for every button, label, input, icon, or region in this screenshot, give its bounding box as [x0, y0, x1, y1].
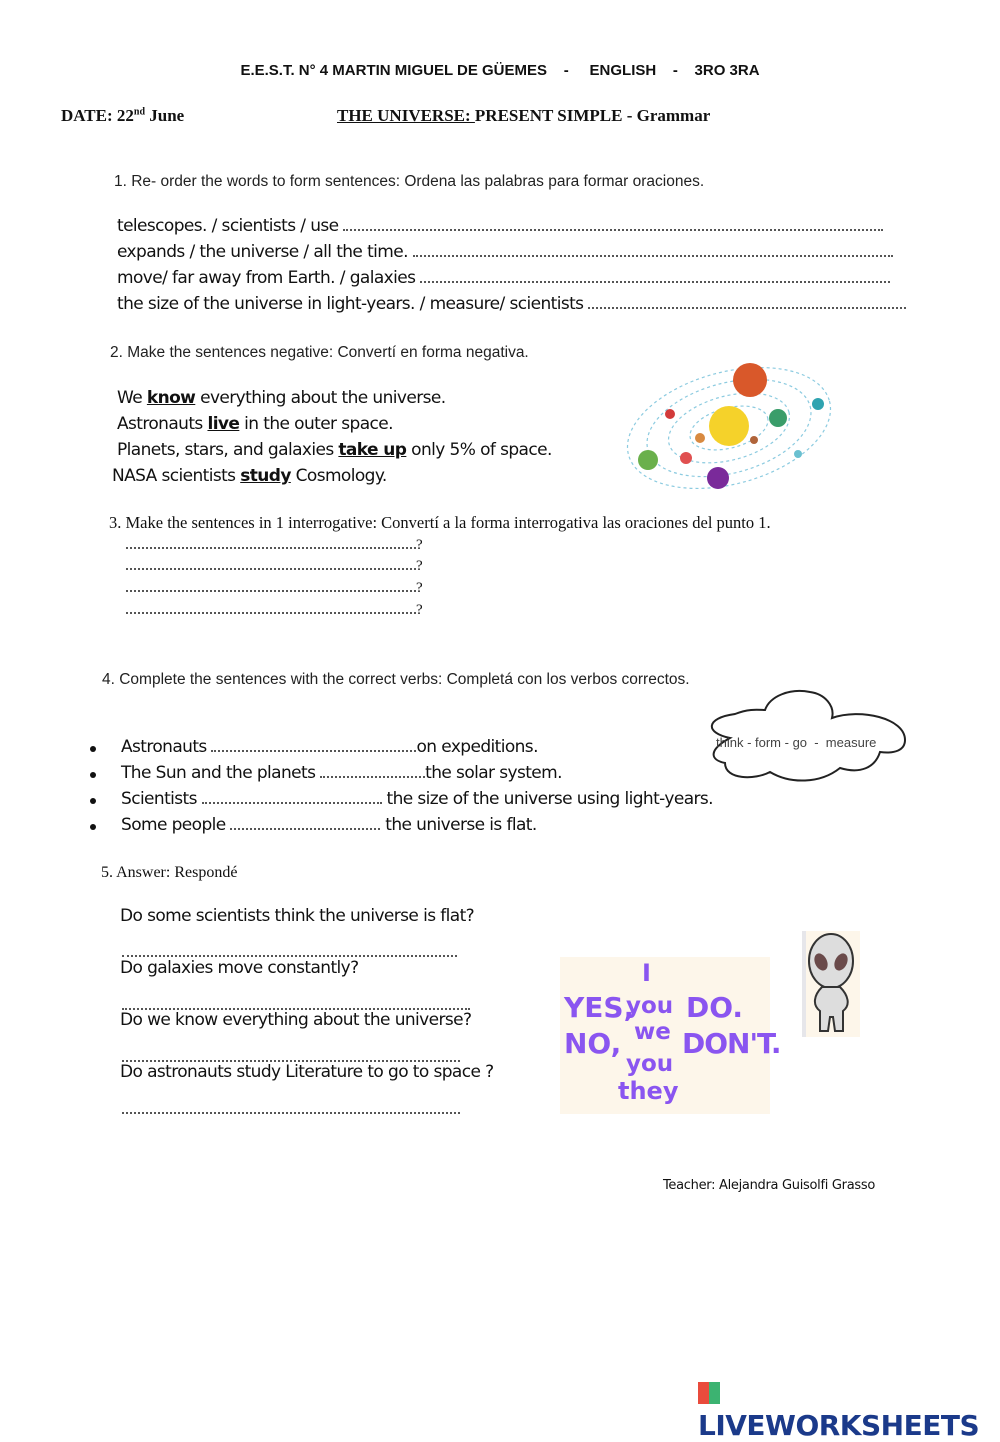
- date: [61, 106, 184, 126]
- ex3-blank[interactable]: [126, 580, 423, 597]
- logo-icon: [698, 1382, 720, 1404]
- answer-blank[interactable]: [420, 280, 890, 283]
- ex4-pre: Astronauts: [121, 737, 207, 757]
- ex2-verb: live: [207, 414, 240, 434]
- ex1-item-text: the size of the universe in light-years. / measure/ scientists: [117, 294, 584, 314]
- answer-blank[interactable]: [230, 827, 380, 830]
- question-mark: ?: [416, 558, 423, 574]
- dont-label: DON'T.: [682, 1027, 781, 1060]
- ex5-instruction: 5. Answer: Respondé: [101, 864, 238, 881]
- ex4-item: [121, 763, 562, 783]
- planet-icon: [665, 409, 675, 419]
- teacher-signature: Teacher: Alejandra Guisolfi Grasso: [663, 1178, 875, 1193]
- planet-icon: [750, 436, 758, 444]
- planet-icon: [794, 450, 802, 458]
- word-bank: think - form - go - measure: [716, 735, 877, 750]
- brand-name: LIVEWORKSHEETS: [698, 1409, 980, 1442]
- ex2-post: in the outer space.: [239, 414, 393, 434]
- ex4-item: [121, 815, 537, 835]
- date-sup: nd: [133, 106, 146, 118]
- planet-icon: [695, 433, 705, 443]
- alien-icon: [802, 931, 860, 1037]
- ex5-question: Do galaxies move constantly?: [120, 958, 359, 978]
- bullet-icon: [90, 824, 96, 830]
- school-header: E.E.S.T. N° 4 MARTIN MIGUEL DE GÜEMES - ENGLISH - 3RO 3RA: [240, 62, 760, 79]
- ex2-post: everything about the universe.: [195, 388, 446, 408]
- ex5-question: Do some scientists think the universe is flat?: [120, 906, 475, 926]
- ex1-item: [117, 216, 883, 236]
- sun-icon: [709, 406, 749, 446]
- ex1-item-text: telescopes. / scientists / use: [117, 216, 339, 236]
- ex2-item: [117, 414, 393, 434]
- ex2-verb: know: [146, 388, 196, 408]
- planet-icon: [707, 467, 729, 489]
- ex4-post: the universe is flat.: [385, 815, 537, 835]
- ex4-pre: Some people: [121, 815, 226, 835]
- planet-icon: [733, 363, 767, 397]
- ex2-pre: We: [117, 388, 147, 408]
- ex2-item: [112, 466, 387, 486]
- ex2-post: Cosmology.: [290, 466, 387, 486]
- ex2-post: only 5% of space.: [406, 440, 552, 460]
- planet-icon: [680, 452, 692, 464]
- ex4-instruction: 4. Complete the sentences with the correct verbs: Completá con los verbos correctos.: [102, 671, 690, 688]
- ex1-item: [117, 242, 893, 262]
- ex2-verb: take up: [338, 440, 407, 460]
- ex4-pre: The Sun and the planets: [121, 763, 316, 783]
- short-answers-image: [560, 957, 781, 1114]
- do-label: DO.: [686, 991, 744, 1024]
- pronoun: they: [618, 1077, 679, 1105]
- ex1-item: [117, 294, 906, 314]
- ex4-post: the size of the universe using light-years.: [386, 789, 713, 809]
- ex4-post: the solar system.: [425, 763, 562, 783]
- pronoun: you: [626, 993, 674, 1019]
- question-mark: ?: [416, 580, 423, 596]
- yes-label: YES,: [564, 991, 635, 1024]
- ex4-pre: Scientists: [121, 789, 197, 809]
- ex4-item: [121, 789, 713, 809]
- bullet-icon: [90, 746, 96, 752]
- answer-blank[interactable]: [343, 228, 883, 231]
- answer-blank[interactable]: [413, 254, 893, 257]
- date-month: June: [145, 106, 185, 125]
- ex2-pre: Planets, stars, and galaxies: [117, 440, 339, 460]
- ex4-post: on expeditions.: [416, 737, 538, 757]
- no-label: NO,: [564, 1027, 622, 1060]
- ex2-pre: NASA scientists: [112, 466, 241, 486]
- answer-blank[interactable]: [202, 801, 382, 804]
- bullet-icon: [90, 798, 96, 804]
- ex4-item: [121, 737, 538, 757]
- ex1-instruction: 1. Re- order the words to form sentences: Ordena las palabras para formar oraciones.: [114, 173, 705, 190]
- ex2-item: [117, 388, 446, 408]
- pronoun: you: [626, 1051, 674, 1077]
- page-title: [337, 106, 710, 126]
- ex5-question: Do astronauts study Literature to go to space ?: [120, 1062, 494, 1082]
- planet-icon: [638, 450, 658, 470]
- ex1-item-text: move/ far away from Earth. / galaxies: [117, 268, 416, 288]
- answer-blank[interactable]: [588, 306, 906, 309]
- bullet-icon: [90, 772, 96, 778]
- title-rest: PRESENT SIMPLE - Grammar: [474, 106, 711, 125]
- answer-blank[interactable]: [320, 775, 425, 778]
- planet-icon: [812, 398, 824, 410]
- answer-blank[interactable]: [211, 749, 416, 752]
- answer-blank[interactable]: [122, 1101, 460, 1119]
- ex2-pre: Astronauts: [117, 414, 208, 434]
- liveworksheets-logo: [698, 1376, 1000, 1442]
- ex3-blank[interactable]: [126, 602, 423, 619]
- ex5-question: Do we know everything about the universe?: [120, 1010, 472, 1030]
- ex1-item: [117, 268, 890, 288]
- planet-icon: [769, 409, 787, 427]
- title-underlined: THE UNIVERSE:: [337, 106, 475, 125]
- ex2-item: [117, 440, 552, 460]
- ex2-verb: study: [240, 466, 291, 486]
- pronoun: we: [634, 1019, 671, 1045]
- ex3-blank[interactable]: [126, 537, 423, 554]
- ex2-instruction: 2. Make the sentences negative: Convertí en forma negativa.: [110, 344, 529, 361]
- question-mark: ?: [416, 602, 423, 618]
- pronoun: I: [642, 959, 651, 987]
- solar-system-illustration: [618, 358, 840, 494]
- ex3-blank[interactable]: [126, 558, 423, 575]
- ex3-instruction: 3. Make the sentences in 1 interrogative: Convertí a la forma interrogativa las oraciones del punto 1.: [109, 513, 771, 532]
- question-mark: ?: [416, 537, 423, 553]
- date-label: DATE: 22: [61, 106, 134, 125]
- ex1-item-text: expands / the universe / all the time.: [117, 242, 408, 262]
